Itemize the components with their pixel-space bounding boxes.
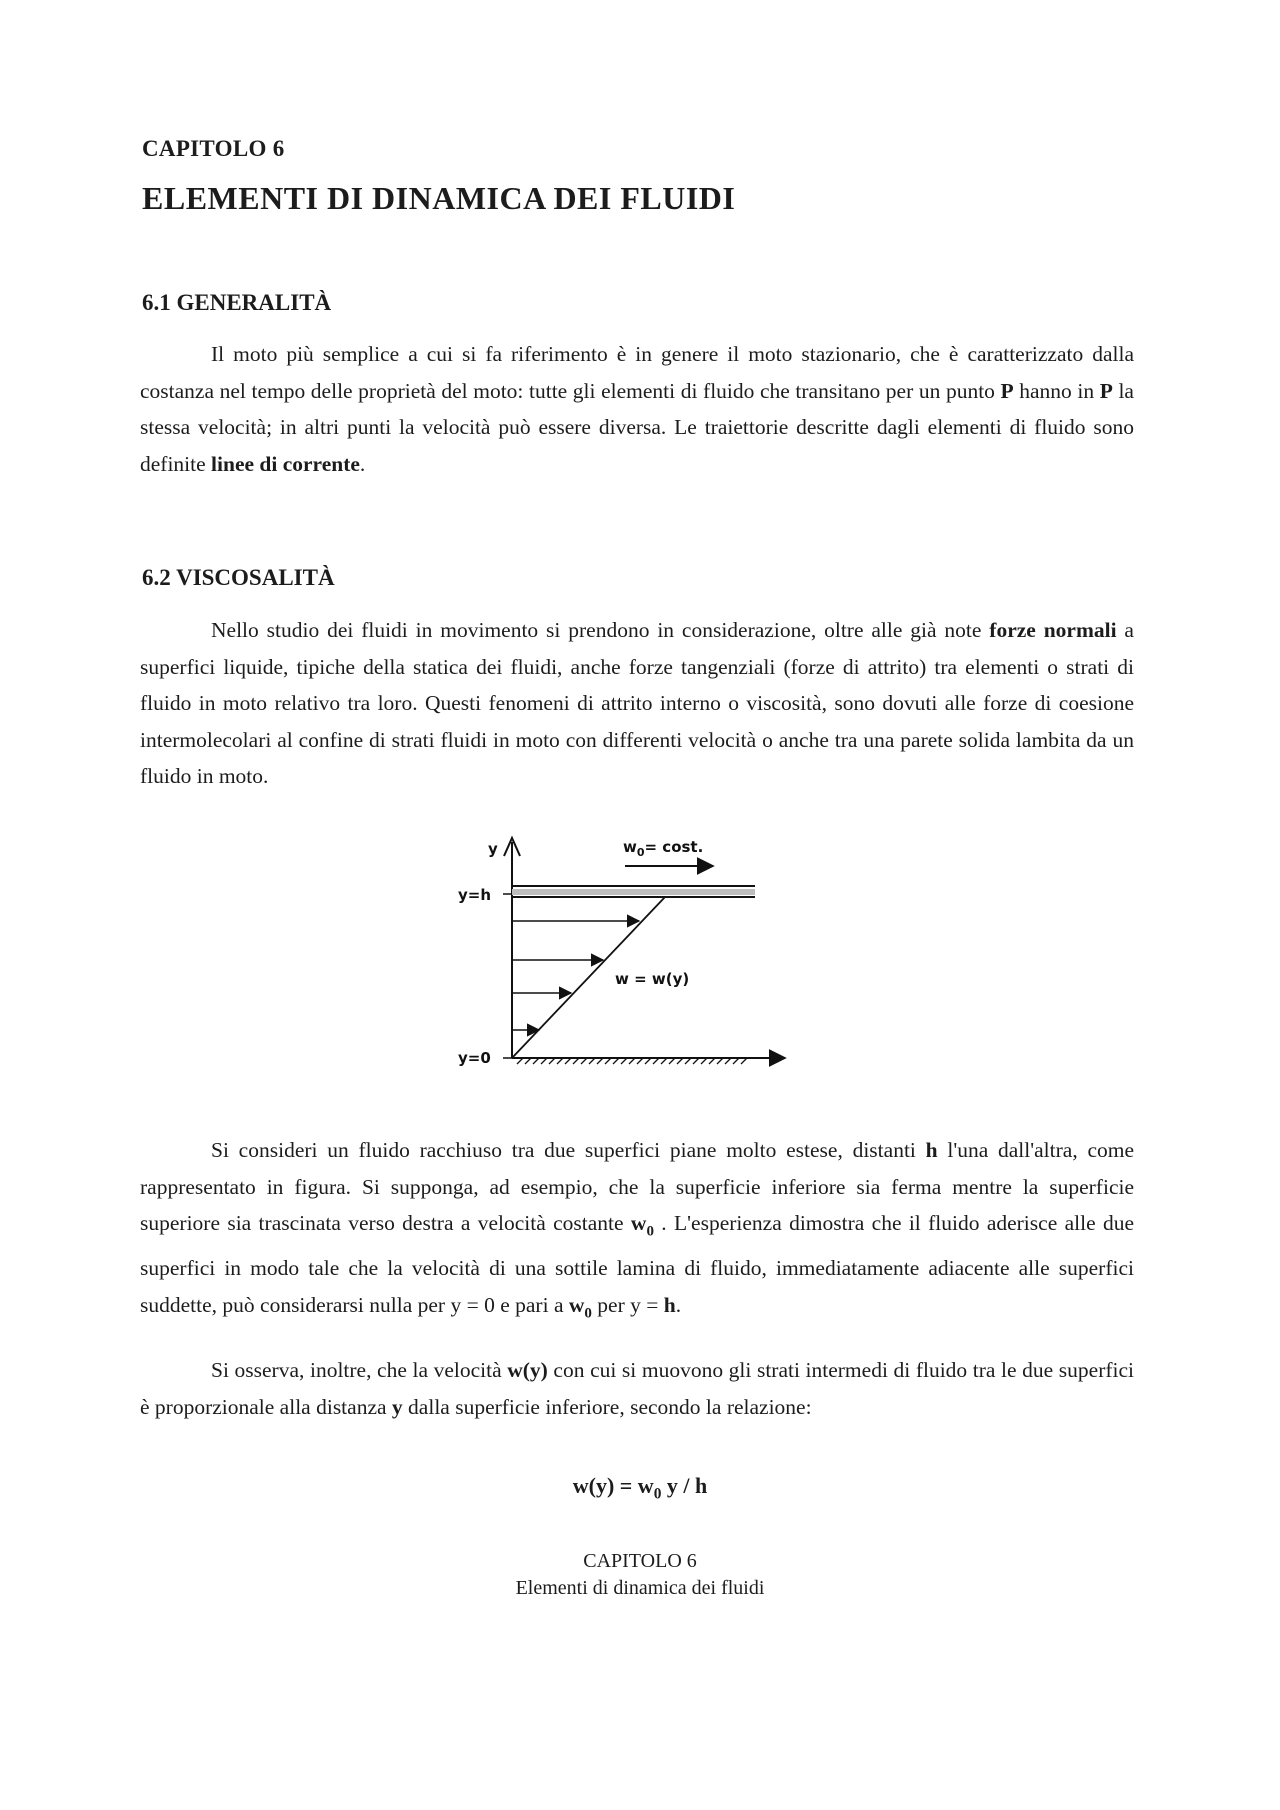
symbol-w0: $w_0$ <box>568 1292 592 1321</box>
text-run: hanno in <box>1013 378 1100 403</box>
section-heading-generalita: 6.1 GENERALITÀ <box>142 290 332 315</box>
text-run: a superfici liquide, tipiche della statica dei fluidi, anche forze tangenziali (forze di attrito) tra elementi o strati di fluido in moto relativo tra loro. Questi fenomeni di attrito interno o viscosità, sono dovuti alle forze di coesione intermolecolari al confine di strati fluidi in moto con differenti velocità o anche tra una parete solida lambita da un fluido in moto. <box>140 618 1134 789</box>
text-run: l'una dall'altra, come rappresentato in figura. Si supponga, ad esempio, che la superficie inferiore sia ferma mentre la superficie superiore sia trascinata verso destra a velocità costante <box>140 1138 1135 1236</box>
bold-term-forze-normali: forze normali <box>989 618 1117 642</box>
text-run: dalla superficie inferiore, secondo la relazione: <box>402 1394 812 1419</box>
paragraph-generalita <box>140 336 1134 482</box>
section-heading-viscosalita: 6.2 VISCOSALITÀ <box>142 565 335 590</box>
footer-chapter: CAPITOLO 6 <box>583 1550 697 1572</box>
text-run: Il moto più semplice a cui si fa riferimento è in genere il moto stazionario, che è caratterizzato dalla costanza nel tempo delle proprietà del moto: tutte gli elementi di fluido che transitano per un punto <box>140 342 1134 403</box>
bold-term-linee-di-corrente: linee di corrente <box>211 451 360 476</box>
footer-title: Elementi di dinamica dei fluidi <box>515 1577 765 1599</box>
symbol-y: y <box>391 1394 403 1419</box>
velocity-formula: $w(y) = w_0$ y / h <box>572 1473 708 1503</box>
symbol-h: h <box>663 1292 676 1317</box>
y-axis-label: y <box>488 840 498 858</box>
text-run: . <box>675 1292 682 1317</box>
symbol-w-of-y: w(y) <box>507 1358 548 1382</box>
point-p: P <box>1000 378 1014 403</box>
text-run: . L'esperienza dimostra che il fluido aderisce alle due superfici in modo tale che la velocità di una sottile lamina di fluido, immediatamente adiacente alle superfici suddette, può considerarsi nulla per y = 0 e pari a <box>140 1211 1134 1317</box>
paragraph-plates-description <box>140 1132 1134 1332</box>
label-w-of-y: w = w(y) <box>615 970 690 988</box>
text-run: la stessa velocità; in altri punti la velocità può essere diversa. Le traiettorie descritte dagli elementi di fluido sono definite <box>140 378 1134 476</box>
paragraph-viscosalita <box>140 612 1134 795</box>
point-p: P <box>1099 378 1113 403</box>
top-plate <box>512 889 755 895</box>
text-run: con cui si muovono gli strati intermedi di fluido tra le due superfici è proporzionale alla distanza <box>140 1358 1135 1419</box>
text-run: per y = <box>591 1292 664 1317</box>
paragraph-proportional <box>140 1352 1134 1425</box>
label-w0: $w_0= \cos t$. <box>623 838 704 859</box>
page-footer <box>0 1548 1280 1602</box>
label-y-h: y=h <box>458 886 492 904</box>
text-run: Nello studio dei fluidi in movimento si prendono in considerazione, oltre alle già note <box>211 618 990 642</box>
text-run: . <box>359 451 366 476</box>
symbol-h: h <box>925 1138 938 1162</box>
label-y-0: y=0 <box>458 1049 491 1067</box>
chapter-label: CAPITOLO 6 <box>142 136 285 161</box>
text-run: Si consideri un fluido racchiuso tra due superfici piane molto estese, distanti <box>211 1138 926 1162</box>
chapter-title: ELEMENTI DI DINAMICA DEI FLUIDI <box>142 180 736 216</box>
text-run: Si osserva, inoltre, che la velocità <box>211 1358 508 1382</box>
symbol-w0: $w_0$ <box>630 1211 654 1240</box>
velocity-profile-figure <box>455 830 795 1075</box>
